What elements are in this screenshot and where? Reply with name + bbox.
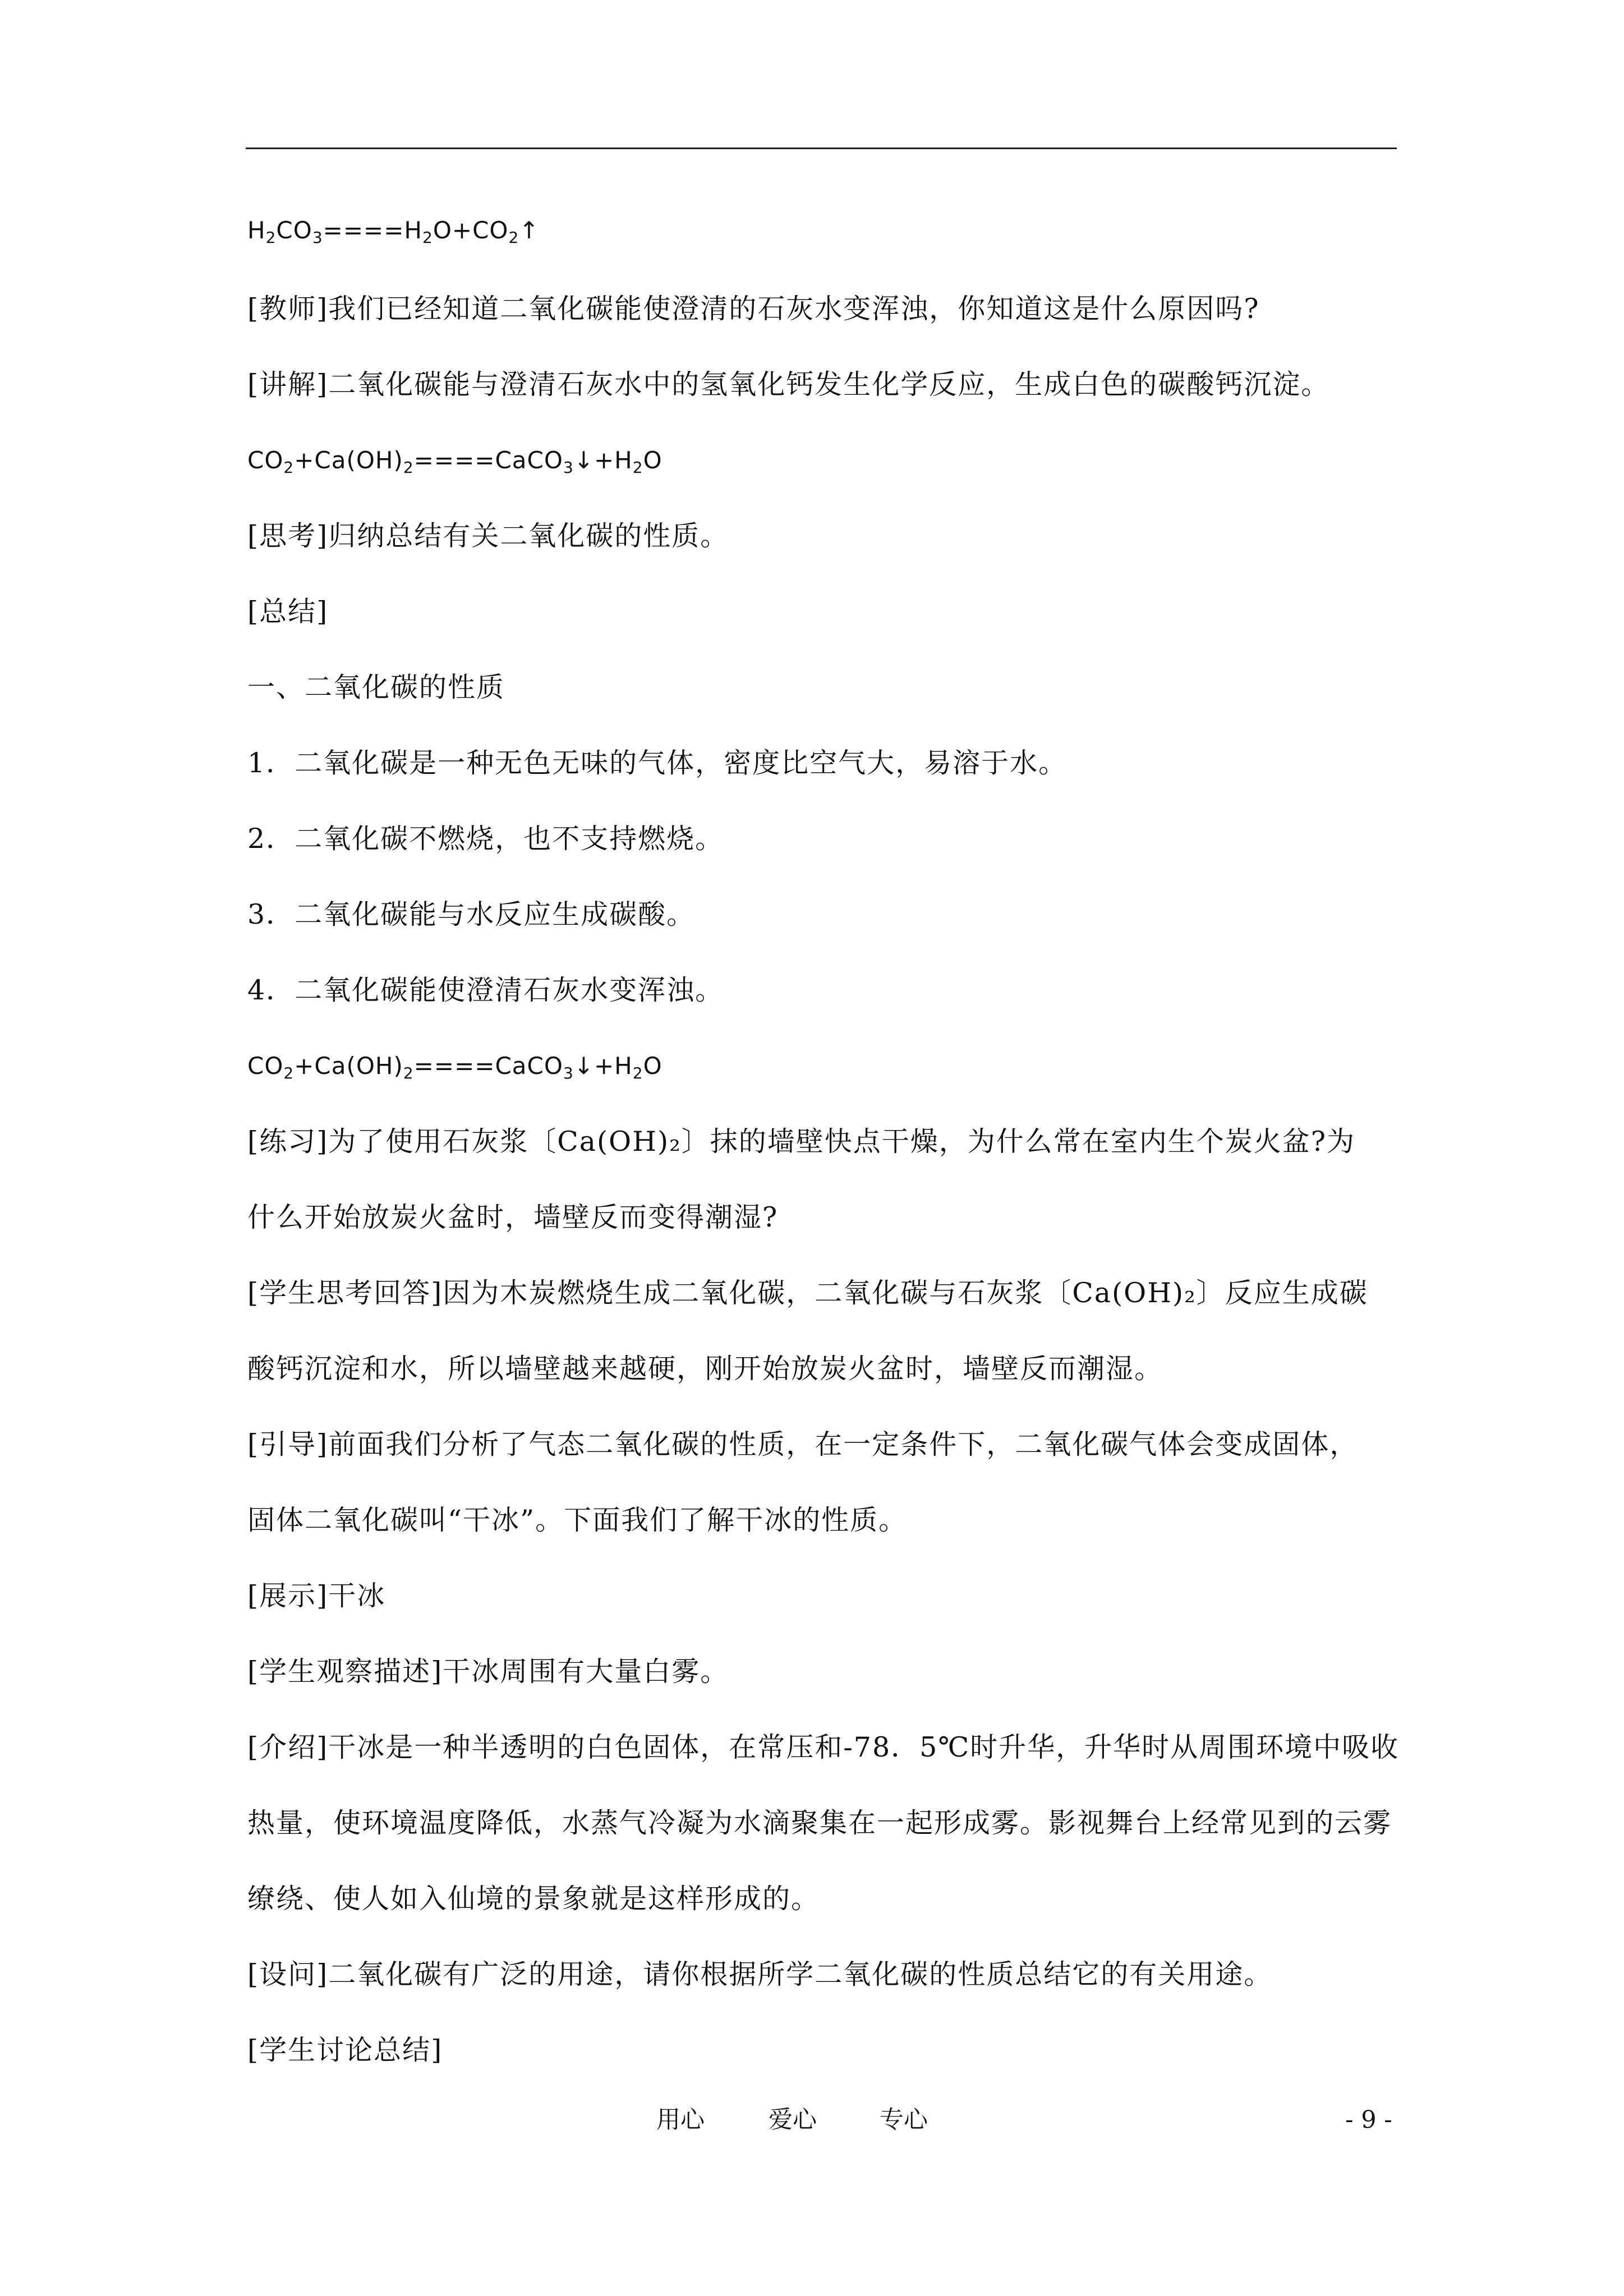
equation-limewater-reaction-repeat: $CO_2+Ca(OH)_2====CaCO_3↓+H_2O$ <box>247 1052 663 1082</box>
paragraph-exercise-line-2: 什么开始放炭火盆时，墙壁反而变得潮湿? <box>247 1201 779 1233</box>
header-rule <box>246 147 1397 149</box>
paragraph-student-answer-line-1: [学生思考回答]因为木炭燃烧生成二氧化碳，二氧化碳与石灰浆〔Ca(OH)₂〕反应生成碳 <box>247 1277 1368 1309</box>
paragraph-student-discussion: [学生讨论总结] <box>247 2034 443 2066</box>
paragraph-question-uses: [设问]二氧化碳有广泛的用途，请你根据所学二氧化碳的性质总结它的有关用途。 <box>247 1958 1273 1990</box>
footer-motto-1: 用心 <box>656 2106 705 2134</box>
list-item-property-1: 1．二氧化碳是一种无色无味的气体，密度比空气大，易溶于水。 <box>247 747 1068 779</box>
equation-carbonic-acid-decomposition: $H_2CO_3====H_2O+CO_2↑$ <box>247 216 540 247</box>
paragraph-guide-line-2: 固体二氧化碳叫“干冰”。下面我们了解干冰的性质。 <box>247 1504 908 1536</box>
footer-motto-3: 专心 <box>880 2106 928 2134</box>
paragraph-student-answer-line-2: 酸钙沉淀和水，所以墙壁越来越硬，刚开始放炭火盆时，墙壁反而潮湿。 <box>247 1353 1163 1385</box>
paragraph-exercise-line-1: [练习]为了使用石灰浆〔Ca(OH)₂〕抹的墙壁快点干燥，为什么常在室内生个炭火盆?为 <box>247 1126 1355 1158</box>
paragraph-introduction-line-3: 缭绕、使人如入仙境的景象就是这样形成的。 <box>247 1883 820 1915</box>
paragraph-teacher-question: [教师]我们已经知道二氧化碳能使澄清的石灰水变浑浊，你知道这是什么原因吗? <box>247 293 1260 325</box>
list-item-property-3: 3．二氧化碳能与水反应生成碳酸。 <box>247 898 696 930</box>
footer-motto-2: 爱心 <box>769 2106 817 2134</box>
paragraph-summary-label: [总结] <box>247 596 329 628</box>
list-item-property-2: 2．二氧化碳不燃烧，也不支持燃烧。 <box>247 823 724 855</box>
paragraph-explanation: [讲解]二氧化碳能与澄清石灰水中的氢氧化钙发生化学反应，生成白色的碳酸钙沉淀。 <box>247 368 1330 400</box>
paragraph-student-observation: [学生观察描述]干冰周围有大量白雾。 <box>247 1656 729 1688</box>
paragraph-think: [思考]归纳总结有关二氧化碳的性质。 <box>247 520 729 552</box>
page-number: - 9 - <box>1345 2106 1392 2134</box>
equation-limewater-reaction: $CO_2+Ca(OH)_2====CaCO_3↓+H_2O$ <box>247 446 663 477</box>
paragraph-introduction-line-1: [介绍]干冰是一种半透明的白色固体，在常压和-78．5℃时升华，升华时从周围环境中吸收 <box>247 1731 1400 1763</box>
section-heading-co2-properties: 一、二氧化碳的性质 <box>247 671 505 703</box>
paragraph-display-dry-ice: [展示]干冰 <box>247 1580 386 1612</box>
paragraph-guide-line-1: [引导]前面我们分析了气态二氧化碳的性质，在一定条件下，二氧化碳气体会变成固体， <box>247 1428 1359 1460</box>
paragraph-introduction-line-2: 热量，使环境温度降低，水蒸气冷凝为水滴聚集在一起形成雾。影视舞台上经常见到的云雾 <box>247 1807 1392 1839</box>
list-item-property-4: 4．二氧化碳能使澄清石灰水变浑浊。 <box>247 974 724 1006</box>
